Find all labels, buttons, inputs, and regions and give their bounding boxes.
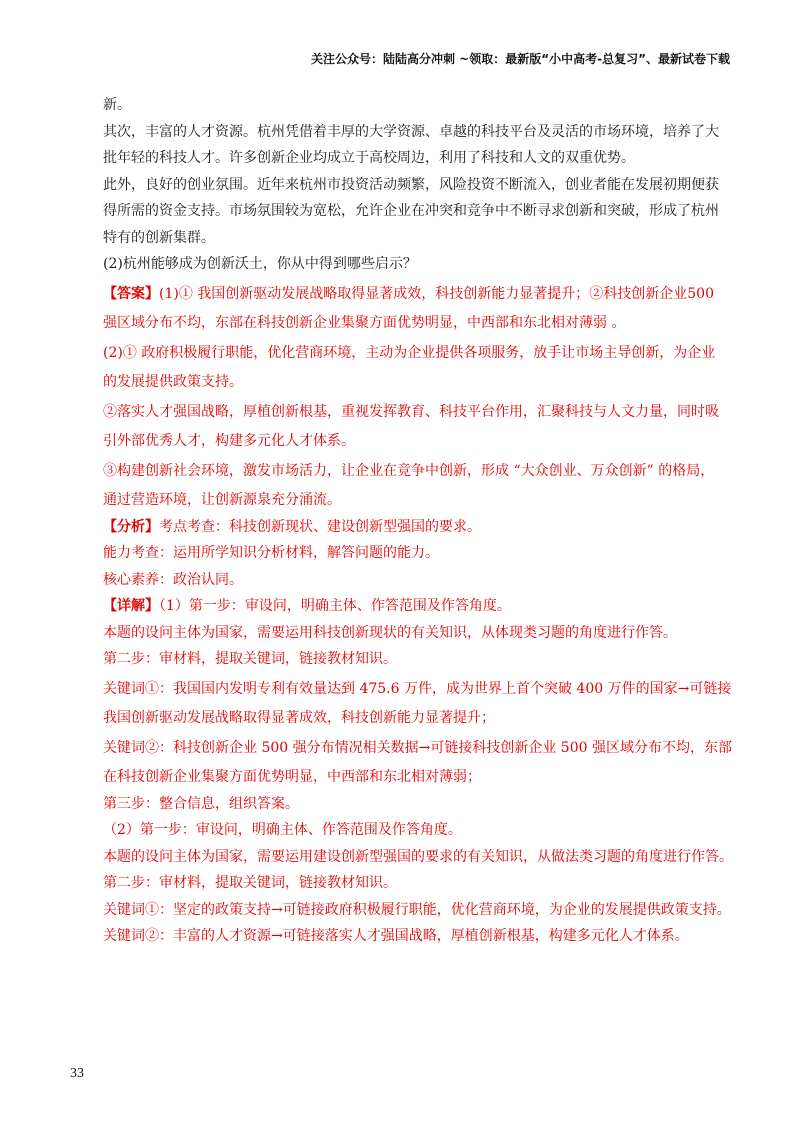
detail-text: （1）第一步：审设问，明确主体、作答范围及作答角度。 — [159, 598, 511, 614]
page-number: 33 — [70, 1066, 84, 1081]
detail-line: 第二步：审材料，提取关键词，链接教材知识。 — [103, 651, 397, 667]
question-text: (2)杭州能够成为创新沃土，你从中得到哪些启示？ — [103, 256, 417, 272]
page-header: 关注公众号：陆陆高分冲刺 ~领取：最新版“小中高考-总复习”、最新试卷下载 — [311, 52, 730, 66]
answer-line: 通过营造环境，让创新源泉充分涌流。 — [103, 492, 341, 508]
answer-line: ③构建创新社会环境，激发市场活力，让企业在竞争中创新，形成 “大众创业、万众创新” 的格局， — [103, 462, 715, 479]
answer-text: (1)① 我国创新驱动发展战略取得显著成效，科技创新能力显著提升；②科技创新企业500 — [159, 285, 715, 302]
answer-line: ②落实人才强国战略，厚植创新根基，重视发挥教育、科技平台作用，汇聚科技与人文力量，同时吸 — [103, 403, 719, 420]
detail-line: 本题的设问主体为国家，需要运用科技创新现状的有关知识，从体现类习题的角度进行作答。 — [103, 624, 677, 641]
material-line: 得所需的资金支持。市场氛围较为宽松，允许企业在冲突和竞争中不断寻求创新和突破，形成了杭州 — [103, 203, 719, 219]
answer-line: (2)① 政府积极履行职能，优化营商环境，主动为企业提供各项服务，放手让市场主导创新，为企业 — [103, 344, 716, 361]
detail-line: 第三步：整合信息，组织答案。 — [103, 795, 299, 812]
analysis-line: 核心素养：政治认同。 — [103, 571, 243, 588]
detail-line: 关键词②：科技创新企业 500 强分布情况相关数据→可链接科技创新企业 500 强区域分布不均，东部 — [103, 739, 732, 756]
detail-line: 关键词②：丰富的人才资源→可链接落实人才强国战略，厚植创新根基，构建多元化人才体系。 — [103, 928, 689, 944]
answer-line: 引外部优秀人才，构建多元化人才体系。 — [103, 433, 355, 449]
detail-line — [103, 593, 743, 620]
answer-line: 强区域分布不均，东部在科技创新企业集聚方面优势明显，中西部和东北相对薄弱 。 — [103, 315, 626, 331]
detail-line: 本题的设问主体为国家，需要运用建设创新型强国的要求的有关知识，从做法类习题的角度进行作答。 — [103, 848, 733, 865]
detail-line: 我国创新驱动发展战略取得显著成效，科技创新能力显著提升； — [103, 710, 495, 726]
analysis-line — [103, 514, 743, 541]
material-line: 批年轻的科技人才。许多创新企业均成立于高校周边，利用了科技和人文的双重优势。 — [103, 150, 635, 166]
analysis-line: 能力考查：运用所学知识分析材料，解答问题的能力。 — [103, 545, 439, 561]
material-line: 其次，丰富的人才资源。杭州凭借着丰厚的大学资源、卓越的科技平台及灵活的市场环境，培养了大 — [103, 123, 719, 140]
detail-line: 关键词①：我国国内发明专利有效量达到 475.6 万件，成为世界上首个突破 400 万件的国家→可链接 — [103, 680, 732, 697]
analysis-tag: 【分析】 — [103, 518, 159, 535]
analysis-text: 考点考查：科技创新现状、建设创新型强国的要求。 — [159, 518, 481, 535]
detail-line: 第二步：审材料，提取关键词，链接教材知识。 — [103, 875, 397, 891]
answer-line — [103, 281, 743, 308]
material-line: 新。 — [103, 97, 131, 113]
material-line: 此外，良好的创业氛围。近年来杭州市投资活动频繁，风险投资不断流入，创业者能在发展初期便获 — [103, 176, 719, 193]
detail-line: （2）第一步：审设问，明确主体、作答范围及作答角度。 — [103, 822, 462, 838]
material-line: 特有的创新集群。 — [103, 229, 215, 246]
answer-tag: 【答案】 — [103, 285, 159, 302]
detail-line: 在科技创新企业集聚方面优势明显，中西部和东北相对薄弱； — [103, 769, 481, 785]
detail-line: 关键词①：坚定的政策支持→可链接政府积极履行职能，优化营商环境，为企业的发展提供政策支持。 — [103, 901, 731, 918]
answer-line: 的发展提供政策支持。 — [103, 374, 243, 390]
detail-tag: 【详解】 — [103, 598, 159, 614]
document-content — [103, 92, 743, 950]
